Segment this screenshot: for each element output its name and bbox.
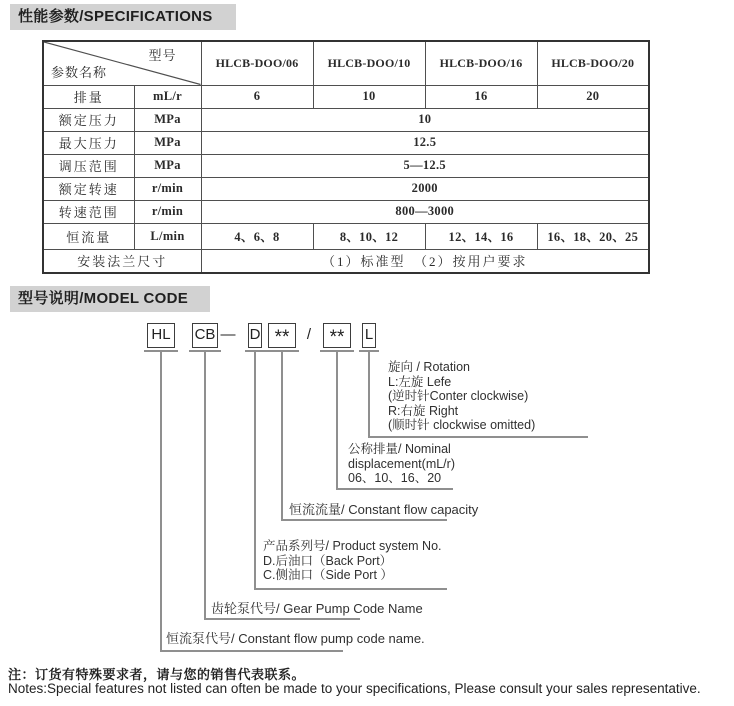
model-code-text: ** <box>329 327 345 348</box>
table-row <box>43 249 649 273</box>
callout-line: 旋向 / Rotation <box>388 360 470 374</box>
callout-line: 齿轮泵代号/ Gear Pump Code Name <box>211 601 423 616</box>
model-code-slash <box>301 323 317 348</box>
callout-line: 恒流流量/ Constant flow capacity <box>289 502 479 517</box>
row-unit: MPa <box>134 154 201 177</box>
note-english: Notes:Special features not listed can often be made to your specifications, Please consult your sales representative. <box>8 681 701 696</box>
cell-merged-value: 12.5 <box>201 131 649 154</box>
table-row <box>43 177 649 200</box>
cell-value: 16、18、20、25 <box>537 223 649 249</box>
model-code-text: / <box>306 326 312 343</box>
leader-line-hl <box>160 352 162 652</box>
section-title-specifications <box>10 4 236 30</box>
row-unit: r/min <box>134 177 201 200</box>
row-label: 调压范围 <box>43 154 134 177</box>
model-code-box-cb <box>192 323 218 348</box>
row-label: 额定转速 <box>43 177 134 200</box>
table-row <box>43 223 649 249</box>
row-unit: MPa <box>134 108 201 131</box>
model-code-box-l <box>362 323 376 348</box>
cell-value: 6 <box>201 85 313 108</box>
callout-line: displacement(mL/r) <box>348 456 455 471</box>
column-header-model-10: HLCB-DOO/10 <box>313 41 425 85</box>
cell-value: 16 <box>425 85 537 108</box>
note-chinese: 注：订货有特殊要求者，请与您的销售代表联系。 <box>8 667 306 682</box>
cell-value: 4、6、8 <box>201 223 313 249</box>
model-code-box-asterisks-2 <box>323 323 351 348</box>
callout-flow <box>289 503 478 518</box>
model-code-box-d <box>248 323 262 348</box>
cell-merged-value: 2000 <box>201 177 649 200</box>
section-title-model-code-text: 型号说明/MODEL CODE <box>18 290 189 307</box>
cell-merged-value: 800—3000 <box>201 200 649 223</box>
row-unit: L/min <box>134 223 201 249</box>
cell-value: 12、14、16 <box>425 223 537 249</box>
table-header-row <box>43 41 649 85</box>
specifications-table <box>42 40 650 274</box>
cell-merged-value: （1）标准型 （2）按用户要求 <box>201 249 649 273</box>
leader-line-d <box>254 352 256 590</box>
underline-gear <box>204 618 360 620</box>
section-title-model-code <box>10 286 210 312</box>
table-row <box>43 154 649 177</box>
leader-line-ast1 <box>281 352 283 521</box>
callout-line: 公称排量/ Nominal <box>348 442 451 456</box>
column-header-model-16: HLCB-DOO/16 <box>425 41 537 85</box>
callout-line: 06、10、16、20 <box>348 471 442 485</box>
table-row <box>43 200 649 223</box>
row-label: 最大压力 <box>43 131 134 154</box>
cell-value: 20 <box>537 85 649 108</box>
column-header-model-06: HLCB-DOO/06 <box>201 41 313 85</box>
underline-series <box>254 588 447 590</box>
callout-gear <box>211 602 423 617</box>
callout-line: R:右旋 Right <box>388 403 459 418</box>
underline-displacement <box>336 488 453 490</box>
row-label: 排量 <box>43 85 134 108</box>
row-label: 转速范围 <box>43 200 134 223</box>
section-title-specifications-text: 性能参数/SPECIFICATIONS <box>18 8 213 25</box>
row-unit: mL/r <box>134 85 201 108</box>
model-code-text: CB <box>194 326 216 343</box>
model-code-box-hl <box>147 323 175 348</box>
callout-line: (顺时针 clockwise omitted) <box>388 418 536 432</box>
callout-line: 产品系列号/ Product system No. <box>263 539 442 553</box>
callout-line: 恒流泵代号/ Constant flow pump code name. <box>166 631 425 646</box>
model-code-text: D <box>249 326 261 343</box>
underline-pump <box>160 650 343 652</box>
corner-label-model: 型号 <box>148 48 177 63</box>
underline-flow <box>281 519 447 521</box>
table-row <box>43 131 649 154</box>
corner-label-parameter: 参数名称 <box>51 64 108 80</box>
cell-value: 8、10、12 <box>313 223 425 249</box>
leader-line-ast2 <box>336 352 338 490</box>
callout-pump <box>166 632 425 647</box>
leader-line-cb <box>204 352 206 620</box>
model-code-text: — <box>220 326 236 343</box>
row-unit: MPa <box>134 131 201 154</box>
callout-rotation <box>388 360 535 433</box>
row-unit: r/min <box>134 200 201 223</box>
underline-rotation <box>368 436 588 438</box>
callout-line: (逆时针Conter clockwise) <box>388 389 529 403</box>
callout-displacement <box>348 442 455 486</box>
cell-merged-value: 10 <box>201 108 649 131</box>
model-code-text: L <box>364 326 374 343</box>
model-code-text: ** <box>274 327 290 348</box>
row-label: 额定压力 <box>43 108 134 131</box>
callout-series <box>263 539 442 583</box>
column-header-model-20: HLCB-DOO/20 <box>537 41 649 85</box>
model-code-text: HL <box>151 326 171 343</box>
model-code-dash <box>219 323 237 348</box>
cell-merged-value: 5—12.5 <box>201 154 649 177</box>
model-code-box-asterisks-1 <box>268 323 296 348</box>
row-label: 恒流量 <box>43 223 134 249</box>
table-row <box>43 85 649 108</box>
leader-line-l <box>368 352 370 438</box>
callout-line: C.侧油口（Side Port ） <box>263 568 393 582</box>
callout-line: L:左旋 Lefe <box>388 374 452 389</box>
corner-cell <box>43 41 201 85</box>
cell-value: 10 <box>313 85 425 108</box>
row-label-flange: 安装法兰尺寸 <box>43 249 201 273</box>
callout-line: D.后油口（Back Port） <box>263 553 393 568</box>
table-row <box>43 108 649 131</box>
